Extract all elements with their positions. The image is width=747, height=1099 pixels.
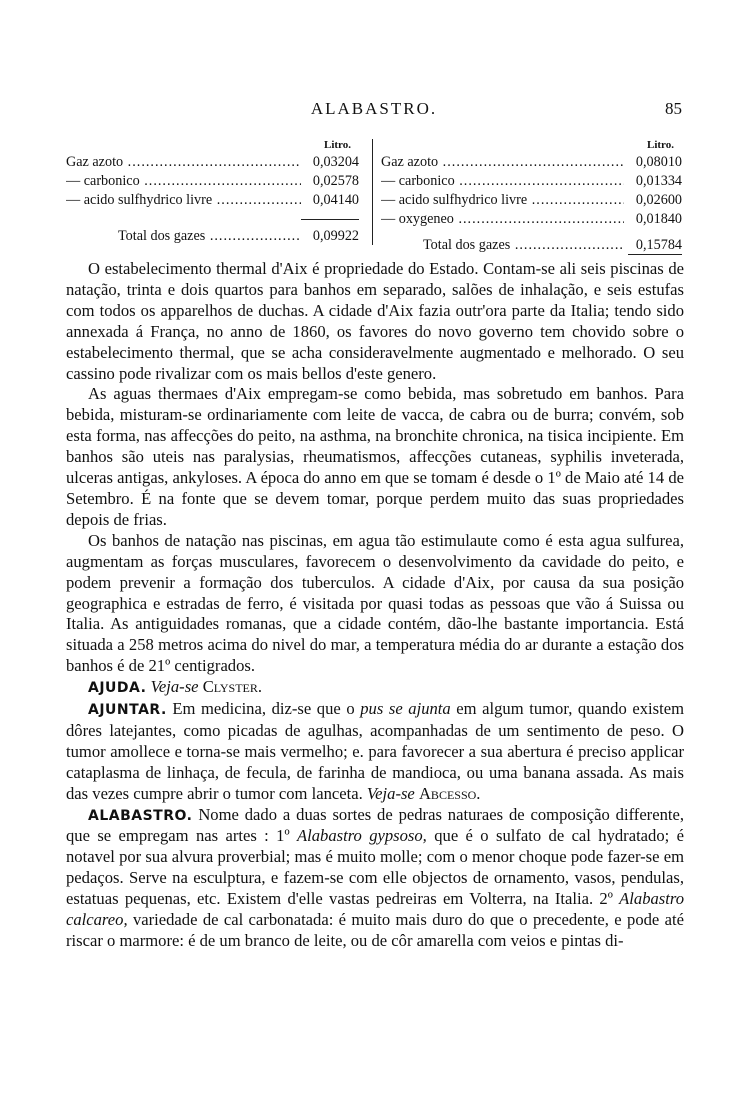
row-value: 0,02578 bbox=[312, 173, 359, 189]
total-value: 0,09922 bbox=[312, 228, 359, 244]
table-row bbox=[381, 191, 682, 210]
total-row bbox=[66, 227, 359, 246]
row-label: — carbonico ..... bbox=[381, 172, 624, 191]
sum-rule bbox=[301, 219, 359, 220]
unit-label: Litro. bbox=[647, 139, 674, 151]
entry-text: Em medicina, diz-se que o bbox=[172, 699, 355, 719]
row-label: — acido sulfhydrico livre ..... bbox=[381, 191, 624, 210]
headword: AJUDA. bbox=[88, 680, 147, 697]
table-left-column bbox=[66, 137, 359, 246]
table-right-column bbox=[381, 137, 682, 255]
entry-alabastro bbox=[66, 805, 684, 952]
row-label: — carbonico ..... bbox=[66, 172, 301, 191]
headword: ALABASTRO. bbox=[88, 807, 193, 824]
cross-ref-link[interactable]: Clyster. bbox=[202, 677, 263, 697]
row-value: 0,01840 bbox=[635, 211, 682, 227]
page-header bbox=[66, 99, 682, 123]
italic-phrase: pus se ajunta bbox=[360, 699, 451, 719]
gas-composition-table bbox=[66, 137, 682, 253]
paragraph-establishment: O estabelecimento thermal d'Aix é propriedade do Estado. Contam-se ali seis piscinas de natação, trinta e dois quartos para banhos em separado, salões de inhalação, e seis estufas com todos os apparelhos de duchas. A cidade d'Aix fazia outr'ora parte da Italia; tendo sido annexada á França, no anno de 1860, os favores do novo governo tem chovido sobre o estabelecimento thermal, que se acha consideravelmente augmentado e melhorado. O seu cassino pode rivalizar com os mais bellos d'este genero. bbox=[66, 259, 684, 383]
page-number: 85 bbox=[665, 99, 682, 118]
cross-ref-intro: Veja-se bbox=[366, 783, 415, 803]
table-row bbox=[66, 191, 359, 210]
total-label: Total dos gazes ..... bbox=[423, 236, 624, 255]
row-value: 0,01334 bbox=[635, 173, 682, 189]
paragraph-uses: As aguas thermaes d'Aix empregam-se como bebida, mas sobretudo em banhos. Para bebida, misturam-se ordinariamente com leite de vacca, de cabra ou de burra; convém, sob esta forma, nas affecções do peito, na asthma, na bronchite chronica, na tisica incipiente. Em banhos são uteis nas paralysias, rheumatismos, affecções cutaneas, syphilis inveterada, ulceras antigas, ankyloses. A época do anno em que se tomam é desde o 1º de Maio até 14 de Setembro. É na fonte que se devem tomar, porque perdem muito das suas propriedades depois de frias. bbox=[66, 384, 684, 529]
entry-text: variedade de cal carbonatada: é muito mais duro do que o precedente, e pode até riscar o marmore: é de um branco de leite, ou de côr amarella com veios e pintas di- bbox=[66, 910, 684, 950]
cross-ref-link[interactable]: Abcesso. bbox=[418, 783, 481, 803]
row-value: 0,02600 bbox=[635, 192, 682, 208]
row-value: 0,03204 bbox=[312, 154, 359, 170]
row-label: — oxygeneo ..... bbox=[381, 210, 624, 229]
article-body bbox=[66, 259, 684, 952]
table-row bbox=[381, 172, 682, 191]
table-row bbox=[66, 172, 359, 191]
entry-ajuda bbox=[66, 677, 684, 699]
paragraph-swimming-baths: Os banhos de natação nas piscinas, em agua tão estimulaute como é esta agua sulfurea, augmentam as forças musculares, favorecem o desenvolvimento da cavidade do peito, e podem prevenir a formação dos tuberculos. A cidade d'Aix, por causa da sua posição geographica e estradas de ferro, é visitada por quasi todas as pessoas que vão á Suissa ou Italia. As antiguidades romanas, que a cidade contém, dão-lhe bastante importancia. Está situada a 258 metros acima do nivel do mar, a temperatura média do ar durante a estação dos banhos é de 21º centigrados. bbox=[66, 530, 684, 676]
total-label: Total dos gazes ..... bbox=[118, 227, 301, 246]
row-label: Gaz azoto ..... bbox=[66, 153, 301, 172]
table-row bbox=[381, 210, 682, 229]
cross-ref-intro: Veja-se bbox=[150, 677, 199, 697]
variety-name: Alabastro gypsoso, bbox=[296, 826, 427, 846]
row-value: 0,08010 bbox=[635, 154, 682, 170]
row-label: — acido sulfhydrico livre ..... bbox=[66, 191, 301, 210]
entry-ajuntar bbox=[66, 699, 684, 805]
total-value: 0,15784 bbox=[624, 236, 682, 255]
table-row bbox=[381, 153, 682, 172]
entry-text: Nome dado a duas sortes de pedras naturaes de composição differente, que se empregam nas artes : 1º bbox=[66, 804, 684, 846]
entry-text: que é o sulfato de cal hydratado; é notavel por sua alvura proverbial; mas é muito molle; com o menor choque pode fazer-se em pedaços. Serve na esculptura, e fazem-se com elle objectos de ornamento, vasos, pendulas, estatuas pequenas, etc. Existem d'elle vastas pedreiras em Volterra, na Italia. 2º bbox=[66, 826, 684, 909]
total-row bbox=[381, 236, 682, 255]
running-head: ALABASTRO. bbox=[310, 99, 438, 118]
unit-label: Litro. bbox=[324, 139, 351, 151]
row-label: Gaz azoto ..... bbox=[381, 153, 624, 172]
headword: AJUNTAR. bbox=[88, 702, 167, 719]
table-row bbox=[66, 153, 359, 172]
column-divider bbox=[372, 139, 373, 245]
variety-name: Alabastro calcareo, bbox=[66, 889, 684, 930]
row-value: 0,04140 bbox=[312, 192, 359, 208]
entry-text: em algum tumor, quando existem dôres latejantes, como picadas de agulhas, acompanhadas de um sentimento de peso. O tumor amollece e torna-se mais vermelho; e. para favorecer a sua abertura é preciso applicar cataplasma de linhaça, de fecula, de farinha de mandioca, ou uma banana assada. As mais das vezes cumpre abrir o tumor com lanceta. bbox=[66, 699, 684, 803]
